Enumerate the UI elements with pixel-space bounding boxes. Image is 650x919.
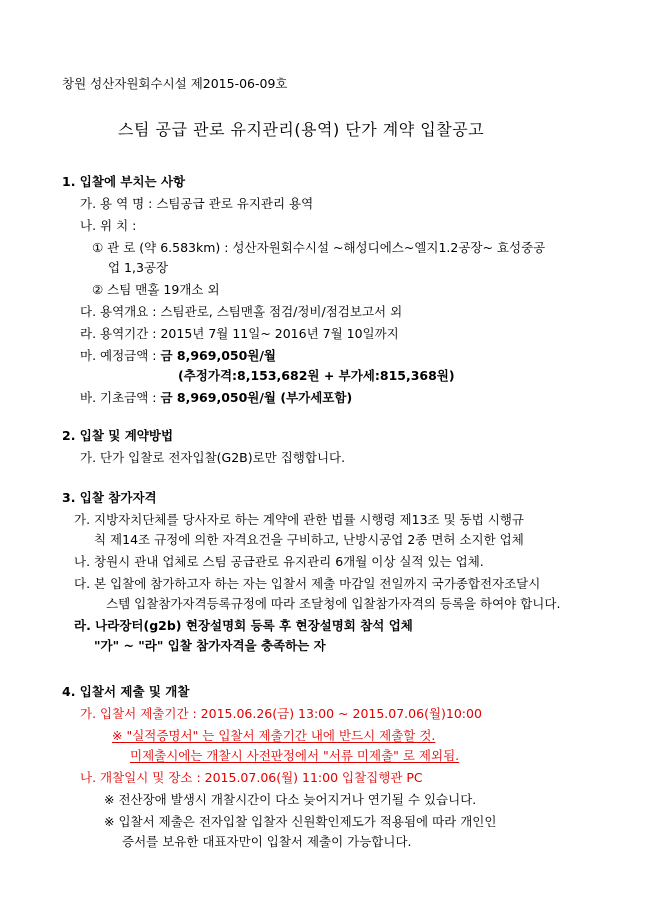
s1-item-ba [80, 390, 352, 406]
s1-ba-label: 바. 기초금액 : [80, 390, 161, 405]
s4-note-1a: ※ "실적증명서" 는 입찰서 제출기간 내에 반드시 제출할 것. [112, 728, 436, 743]
s1-ba-value: 금 8,969,050원/월 (부가세포함) [160, 390, 353, 405]
s4-note-3b: 증서를 보유한 대표자만이 입찰서 제출이 가능합니다. [122, 834, 412, 849]
document-reference: 창원 성산자원회수시설 제2015-06-09호 [62, 76, 288, 91]
s3-item-ga-1: 가. 지방자치단체를 당사자로 하는 계약에 관한 법률 시행령 제13조 및 동법 시행규 [74, 512, 524, 527]
s1-ma-value: 금 8,969,050원/월 [160, 348, 277, 363]
s4-item-na: 나. 개찰일시 및 장소 : 2015.07.06(월) 11:00 입찰집행관 PC [80, 770, 423, 785]
s1-item-ma [80, 348, 276, 364]
s2-item-ga: 가. 단가 입찰로 전자입찰(G2B)로만 집행합니다. [80, 450, 346, 465]
s1-item-ra: 라. 용역기간 : 2015년 7월 11일~ 2016년 7월 10일까지 [80, 326, 399, 341]
section-4-heading: 4. 입찰서 제출 및 개찰 [62, 684, 190, 699]
s3-item-da-2: 스템 입찰참가자격등록규정에 따라 조달청에 입찰참가자격의 등록을 하여야 합니다. [106, 596, 561, 611]
s1-location-2: ② 스팀 맨홀 19개소 외 [92, 282, 220, 297]
s1-location-1b: 업 1,3공장 [108, 260, 169, 275]
s3-item-da-1: 다. 본 입찰에 참가하고자 하는 자는 입찰서 제출 마감일 전일까지 국가종합전자조달시 [74, 576, 541, 591]
section-2-heading: 2. 입찰 및 계약방법 [62, 428, 174, 443]
s1-item-na: 나. 위 치 : [80, 218, 137, 233]
s3-item-ra-1: 라. 나라장터(g2b) 현장설명회 등록 후 현장설명회 참석 업체 [74, 618, 413, 633]
s4-note-2: ※ 전산장애 발생시 개찰시간이 다소 늦어지거나 연기될 수 있습니다. [104, 792, 477, 807]
section-1-heading: 1. 입찰에 부치는 사항 [62, 174, 186, 189]
s4-note-1b: 미제출시에는 개찰시 사전판정에서 "서류 미제출" 로 제외됨. [130, 748, 460, 763]
s1-item-ga: 가. 용 역 명 : 스팀공급 관로 유지관리 용역 [80, 196, 314, 211]
s1-ma-detail: (추정가격:8,153,682원 + 부가세:815,368원) [178, 368, 455, 383]
s3-item-na: 나. 창원시 관내 업체로 스팀 공급관로 유지관리 6개월 이상 실적 있는 업체. [74, 554, 484, 569]
s3-item-ga-2: 칙 제14조 규정에 의한 자격요건을 구비하고, 난방시공업 2종 면허 소지한 업체 [94, 532, 524, 547]
s1-item-da: 다. 용역개요 : 스팀관로, 스팀맨홀 점검/정비/점검보고서 외 [80, 304, 403, 319]
s3-item-ra-2: "가" ~ "라" 입찰 참가자격을 충족하는 자 [94, 638, 326, 653]
section-3-heading: 3. 입찰 참가자격 [62, 490, 157, 505]
s4-item-ga: 가. 입찰서 제출기간 : 2015.06.26(금) 13:00 ~ 2015.07.06(월)10:00 [80, 706, 482, 721]
s4-note-3a: ※ 입찰서 제출은 전자입찰 입찰자 신원확인제도가 적용됨에 따라 개인인 [104, 814, 497, 829]
page-title: 스팀 공급 관로 유지관리(용역) 단가 계약 입찰공고 [118, 120, 485, 139]
s1-ma-label: 마. 예정금액 : [80, 348, 161, 363]
s1-location-1a: ① 관 로 (약 6.583km) : 성산자원회수시설 ~해성디에스~엘지1.2공장~ 효성중공 [92, 240, 546, 255]
